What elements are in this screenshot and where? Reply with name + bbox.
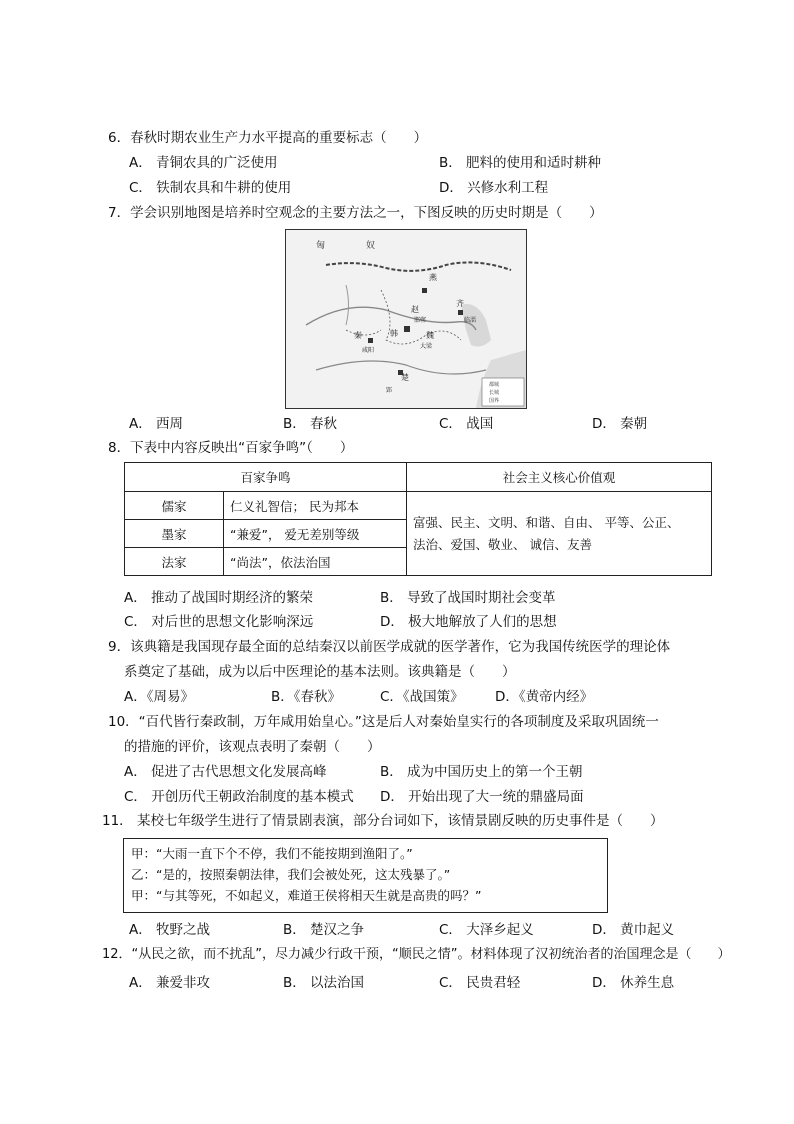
warring-states-map (285, 229, 527, 409)
q9-stem-line2: 系奠定了基础，成为以后中医理论的基本法则。该典籍是（ ） (124, 664, 516, 680)
q6-option-c[interactable]: C． 铁制农具和牛耕的使用 (129, 180, 292, 196)
map-label-xianyang: 咸阳 (362, 347, 375, 354)
q11-option-c[interactable]: C． 大泽乡起义 (439, 922, 534, 938)
q10-stem-line2: 的措施的评价，该观点表明了秦朝（ ） (124, 739, 381, 755)
q12-option-b[interactable]: B． 以法治国 (283, 975, 365, 991)
map-legend-wall: 长城 (489, 390, 500, 396)
q9-option-c[interactable]: C．《战国策》 (380, 689, 464, 705)
map-label-nu: 奴 (366, 241, 376, 251)
q12-option-d[interactable]: D． 休养生息 (592, 975, 675, 991)
map-label-yan: 燕 (429, 273, 437, 282)
q10-option-a[interactable]: A． 促进了古代思想文化发展高峰 (124, 764, 327, 780)
q11-dialogue-box (123, 838, 608, 913)
q10-stem-line1: 10．“百代皆行秦政制，万年咸用始皇心。”这是后人对秦始皇实行的各项制度及采取巩固统一 (108, 714, 659, 730)
map-label-xiong: 匈 (316, 241, 326, 251)
dialogue-line: 甲：“与其等死，不如起义，难道王侯将相天生就是高贵的吗？” (131, 888, 482, 903)
map-label-handan: 邯郸 (414, 317, 427, 324)
q7-option-c[interactable]: C． 战国 (439, 416, 494, 432)
q10-option-d[interactable]: D． 开始出现了大一统的鼎盛局面 (380, 789, 584, 805)
q6-option-d[interactable]: D． 兴修水利工程 (439, 180, 549, 196)
map-label-daliang: 大梁 (420, 343, 433, 350)
map-label-qin: 秦 (354, 331, 362, 340)
q11-option-b[interactable]: B． 楚汉之争 (283, 922, 365, 938)
q7-option-b[interactable]: B． 春秋 (283, 416, 338, 432)
q9-option-d[interactable]: D．《黄帝内经》 (495, 689, 594, 705)
q12-option-c[interactable]: C． 民贵君轻 (439, 975, 521, 991)
map-label-ying: 郢 (386, 387, 393, 394)
map-label-han: 韩 (390, 329, 398, 338)
map-figure (286, 230, 526, 408)
q8-option-c[interactable]: C． 对后世的思想文化影响深远 (124, 614, 314, 630)
q12-option-a[interactable]: A． 兼爱非攻 (129, 975, 211, 991)
q9-stem-line1: 9．该典籍是我国现存最全面的总结秦汉以前医学成就的医学著作，它为我国传统医学的理论体 (108, 639, 671, 655)
map-legend-capital: 都城 (489, 382, 500, 388)
q6-option-a[interactable]: A． 青铜农具的广泛使用 (129, 155, 278, 171)
school-name: 墨家 (125, 520, 224, 548)
q6-stem: 6．春秋时期农业生产力水平提高的重要标志（ ） (108, 130, 428, 146)
q11-stem: 11． 某校七年级学生进行了情景剧表演，部分台词如下，该情景剧反映的历史事件是（ ） (102, 813, 664, 829)
q8-option-b[interactable]: B． 导致了战国时期社会变革 (380, 590, 556, 606)
q10-option-c[interactable]: C． 开创历代王朝政治制度的基本模式 (124, 789, 354, 805)
map-label-linzi: 临淄 (464, 317, 477, 324)
q8-table (124, 462, 712, 576)
core-values-line1: 富强、民主、文明、和谐、自由、 平等、公正、 (413, 514, 680, 530)
q8-option-d[interactable]: D． 极大地解放了人们的思想 (380, 614, 557, 630)
table-header-right: 社会主义核心价值观 (407, 463, 712, 492)
q8-option-a[interactable]: A． 推动了战国时期经济的繁荣 (124, 590, 314, 606)
q10-option-b[interactable]: B． 成为中国历史上的第一个王朝 (380, 764, 583, 780)
q11-option-a[interactable]: A． 牧野之战 (129, 922, 211, 938)
table-row (125, 492, 712, 520)
school-name: 法家 (125, 548, 224, 576)
q7-option-d[interactable]: D． 秦朝 (592, 416, 648, 432)
q9-option-b[interactable]: B．《春秋》 (271, 689, 342, 705)
map-label-wei: 魏 (426, 331, 434, 340)
school-idea: 仁义礼智信； 民为邦本 (224, 492, 407, 520)
q12-stem: 12．“从民之欲，而不扰乱”，尽力减少行政干预，“顺民之情”。材料体现了汉初统治者的治国理念是（ ） (102, 947, 731, 962)
map-label-chu: 楚 (401, 373, 409, 382)
q9-option-a[interactable]: A．《周易》 (124, 689, 194, 705)
q11-option-d[interactable]: D． 黄巾起义 (592, 922, 675, 938)
table-header-left: 百家争鸣 (125, 463, 407, 492)
core-values-cell (407, 492, 712, 576)
map-label-qi: 齐 (456, 299, 464, 308)
map-label-zhao: 赵 (411, 305, 419, 314)
q8-stem: 8．下表中内容反映出“百家争鸣”（ ） (108, 440, 354, 456)
q7-option-a[interactable]: A． 西周 (129, 416, 184, 432)
core-values-line2: 法治、爱国、敬业、 诚信、友善 (413, 536, 592, 552)
school-name: 儒家 (125, 492, 224, 520)
school-idea: “尚法”，依法治国 (224, 548, 407, 576)
school-idea: “兼爱”， 爱无差别等级 (224, 520, 407, 548)
q7-stem: 7．学会识别地图是培养时空观念的主要方法之一，下图反映的历史时期是（ ） (108, 205, 603, 221)
dialogue-line: 甲：“大雨一直下个不停，我们不能按期到渔阳了。” (131, 846, 413, 861)
q6-option-b[interactable]: B． 肥料的使用和适时耕种 (439, 155, 602, 171)
dialogue-line: 乙：“是的，按照秦朝法律，我们会被处死，这太残暴了。” (131, 867, 451, 882)
map-legend-border: 国界 (489, 398, 500, 404)
